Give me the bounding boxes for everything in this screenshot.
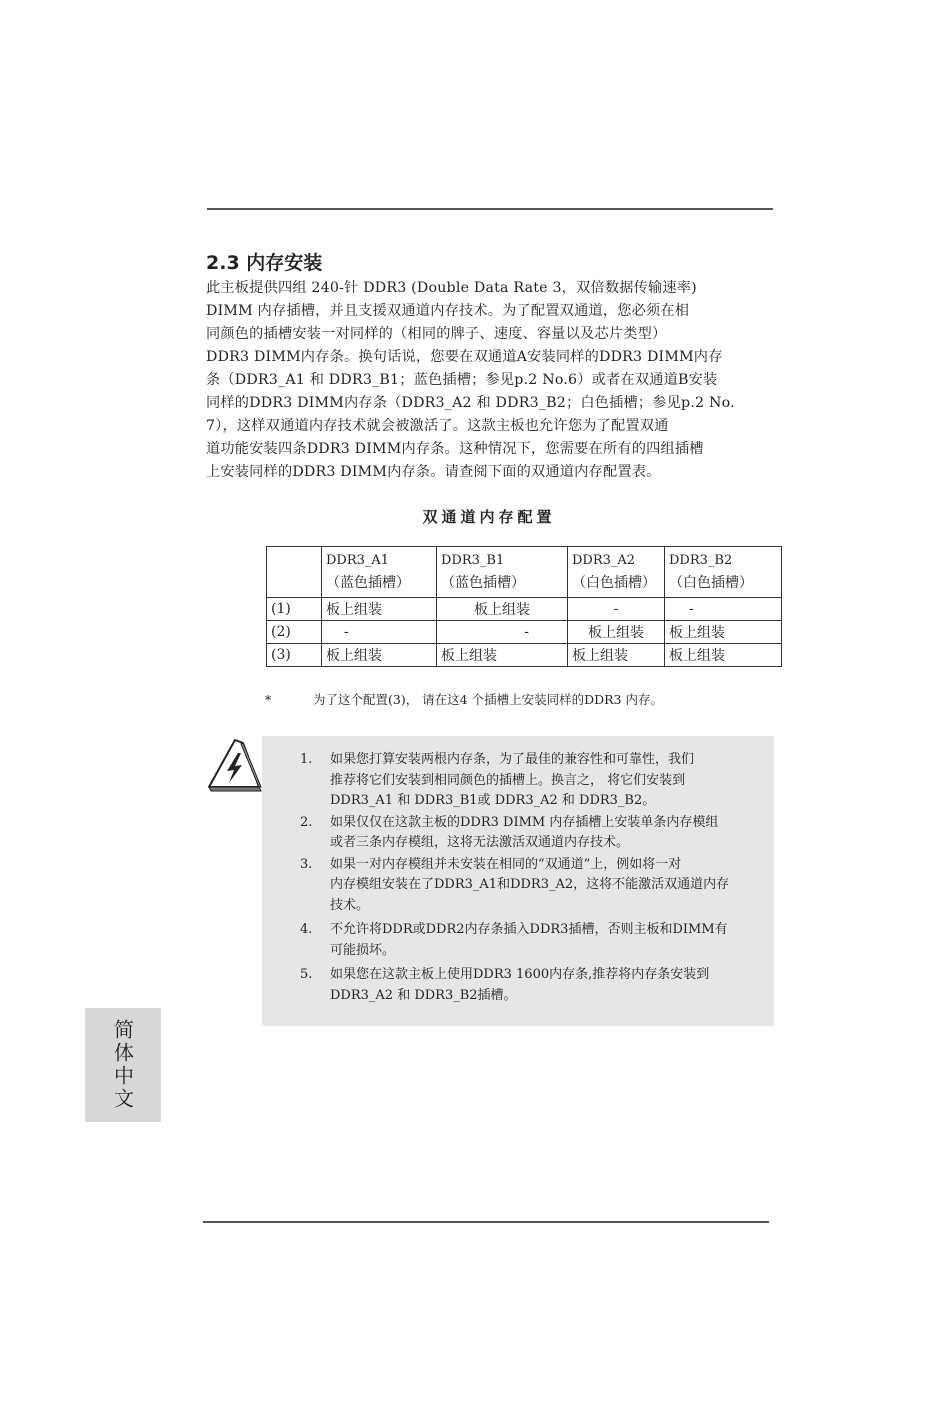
table-row (267, 621, 782, 644)
table-cell: - (568, 598, 665, 621)
section-title: 2.3 内存安装 (206, 252, 323, 274)
footnote-text: 为了这个配置(3)， 请在这4 个插槽上安装同样的DDR3 内存。 (313, 692, 663, 707)
note-number: 1. (300, 752, 313, 767)
paragraph-line: 条（DDR3_A1 和 DDR3_B1；蓝色插槽；参见p.2 No.6）或者在双通道B安装 (206, 372, 718, 388)
bottom-divider (203, 1221, 769, 1223)
slot-name: DDR3_A2 (572, 553, 636, 568)
language-side-tab (85, 1008, 161, 1122)
paragraph-line: 上安装同样的DDR3 DIMM内存条。请查阅下面的双通道内存配置表。 (206, 464, 661, 480)
list-item (300, 813, 740, 854)
table-header-cell (267, 547, 322, 598)
dual-channel-config-table (266, 546, 782, 667)
table-title: 双通道内存配置 (422, 508, 556, 526)
note-text: 不允许将DDR或DDR2内存条插入DDR3插槽，否则主板和DIMM有 可能损坏。 (330, 922, 728, 958)
table-cell: 板上组装 (322, 644, 437, 667)
table-cell: 板上组装 (322, 598, 437, 621)
table-cell: 板上组装 (437, 598, 568, 621)
paragraph-line: DDR3 DIMM内存条。换句话说，您要在双通道A安装同样的DDR3 DIMM内存 (206, 349, 723, 365)
slot-name: DDR3_A1 (326, 553, 390, 568)
table-header-cell (568, 547, 665, 598)
slot-name: DDR3_B2 (669, 553, 733, 568)
table-cell: - (437, 621, 568, 644)
note-text: 如果一对内存模组并未安装在相同的“双通道”上，例如将一对 内存模组安装在了DDR3_A1和DDR3_A2，这将不能激活双通道内存 技术。 (330, 856, 730, 913)
table-header-row (267, 547, 782, 598)
note-text: 如果您打算安装两根内存条，为了最佳的兼容性和可靠性，我们 推荐将它们安装到相同颜色的插槽上。换言之， 将它们安装到 DDR3_A1 和 DDR3_B1或 DDR3_A2 和 DDR3_B2。 (330, 752, 695, 808)
row-label: (3) (267, 644, 322, 667)
note-number: 5. (300, 967, 313, 982)
paragraph-line: DIMM 内存插槽，并且支援双通道内存技术。为了配置双通道，您必须在相 (206, 303, 690, 319)
note-number: 2. (300, 814, 313, 830)
paragraph-line: 7），这样双通道内存技术就会被激活了。这款主板也允许您为了配置双通 (206, 418, 669, 434)
paragraph-line: 同颜色的插槽安装一对同样的（相同的牌子、速度、容量以及芯片类型） (206, 326, 667, 342)
slot-name: DDR3_B1 (441, 553, 505, 568)
table-row (267, 644, 782, 667)
table-cell: 板上组装 (568, 644, 665, 667)
list-item (300, 750, 740, 812)
note-text: 如果仅仅在这款主板的DDR3 DIMM 内存插槽上安装单条内存模组 或者三条内存模组，这将无法激活双通道内存技术。 (330, 814, 719, 850)
table-header-cell (322, 547, 437, 598)
list-item (300, 855, 740, 917)
paragraph-line: 此主板提供四组 240-针 DDR3 (Double Data Rate 3，双倍数据传输速率) (206, 280, 697, 296)
slot-color: （蓝色插槽） (326, 575, 410, 591)
slot-color: （白色插槽） (572, 575, 656, 591)
language-label: 简体中文 (110, 1019, 135, 1111)
warning-triangle-icon (205, 737, 263, 793)
notes-list (300, 750, 740, 1007)
paragraph-line: 同样的DDR3 DIMM内存条（DDR3_A2 和 DDR3_B2；白色插槽；参见p.2 No. (206, 395, 735, 411)
row-label: (2) (267, 621, 322, 644)
table-header-cell (665, 547, 782, 598)
slot-color: （蓝色插槽） (441, 575, 525, 591)
body-paragraph (206, 277, 772, 484)
table-cell: - (665, 598, 782, 621)
table-cell: 板上组装 (665, 621, 782, 644)
slot-color: （白色插槽） (669, 575, 753, 591)
list-item (300, 920, 740, 961)
top-divider (207, 208, 773, 210)
note-text: 如果您在这款主板上使用DDR3 1600内存条,推荐将内存条安装到 DDR3_A2 和 DDR3_B2插槽。 (330, 967, 710, 1003)
footnote-marker: * (265, 692, 272, 707)
table-cell: 板上组装 (437, 644, 568, 667)
note-number: 4. (300, 922, 313, 937)
table-cell: 板上组装 (568, 621, 665, 644)
table-cell: - (322, 621, 437, 644)
table-header-cell (437, 547, 568, 598)
row-label: (1) (267, 598, 322, 621)
footnote (265, 690, 765, 710)
note-number: 3. (300, 856, 313, 872)
list-item (300, 965, 740, 1006)
table-cell: 板上组装 (665, 644, 782, 667)
paragraph-line: 道功能安装四条DDR3 DIMM内存条。这种情况下，您需要在所有的四组插槽 (206, 441, 704, 457)
table-row (267, 598, 782, 621)
